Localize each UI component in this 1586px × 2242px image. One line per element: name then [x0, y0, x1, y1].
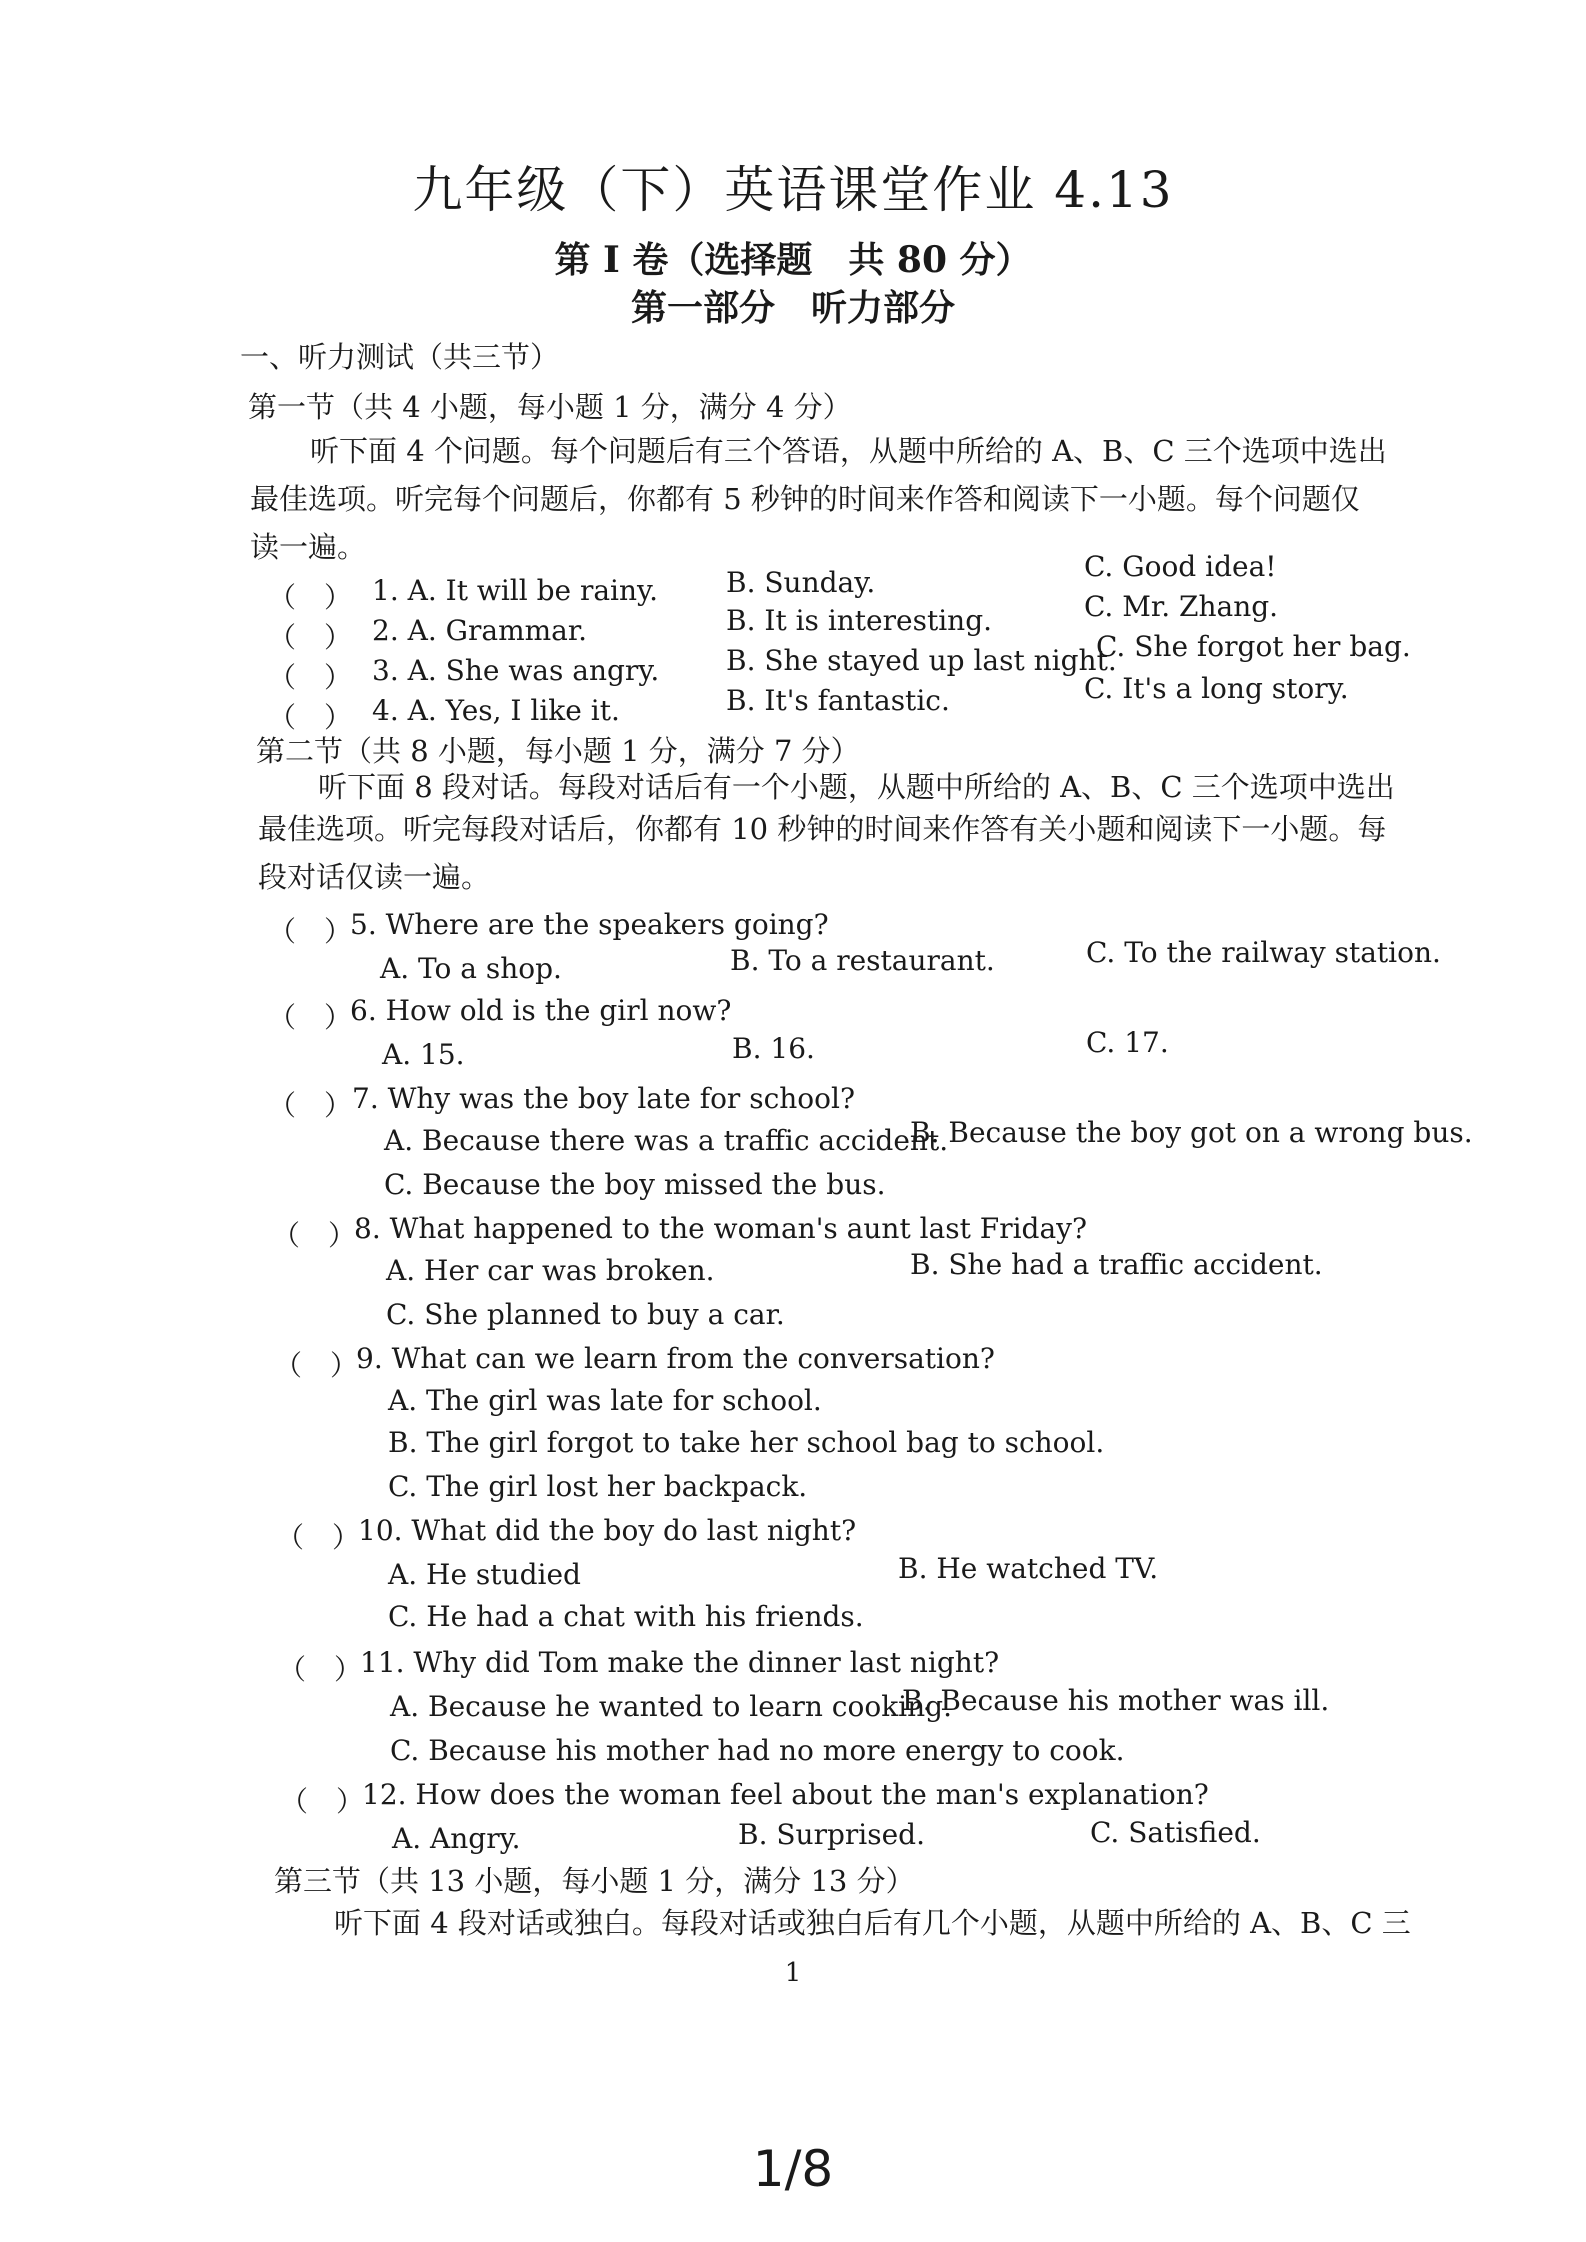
q4-option-a: 4. A. Yes, I like it. — [372, 694, 620, 727]
answer-blank[interactable]: （ ） — [268, 661, 353, 694]
q7-option-a: A. Because there was a traffic accident. — [384, 1124, 949, 1157]
q5-option-c: C. To the railway station. — [1086, 936, 1441, 969]
q6-option-b: B. 16. — [732, 1032, 815, 1065]
section-heading-main: 一、听力测试（共三节） — [240, 340, 560, 374]
sec2-instruction-line2: 最佳选项。听完每段对话后，你都有 10 秒钟的时间来作答有关小题和阅读下一小题。每 — [258, 812, 1387, 846]
sec2-heading: 第二节（共 8 小题，每小题 1 分，满分 7 分） — [256, 734, 860, 768]
q2-option-a: 2. A. Grammar. — [372, 614, 588, 647]
answer-blank[interactable]: （ ） — [272, 1219, 357, 1252]
answer-blank[interactable]: （ ） — [280, 1785, 365, 1818]
q5-question: 5. Where are the speakers going? — [350, 908, 829, 941]
q5-option-b: B. To a restaurant. — [730, 944, 995, 977]
sec3-heading: 第三节（共 13 小题，每小题 1 分，满分 13 分） — [274, 1864, 915, 1898]
page-number: 1 — [784, 1958, 802, 1988]
q8-option-c: C. She planned to buy a car. — [386, 1298, 785, 1331]
q11-option-a: A. Because he wanted to learn cooking. — [390, 1690, 952, 1723]
q11-option-c: C. Because his mother had no more energy to cook. — [390, 1734, 1125, 1767]
q10-option-b: B. He watched TV. — [898, 1552, 1159, 1585]
answer-blank[interactable]: （ ） — [268, 915, 353, 948]
doc-title: 九年级（下）英语课堂作业 4.13 — [412, 161, 1174, 219]
q11-option-b: B. Because his mother was ill. — [902, 1684, 1330, 1717]
sec1-instruction-line1: 听下面 4 个问题。每个问题后有三个答语，从题中所给的 A、B、C 三个选项中选出 — [310, 434, 1387, 468]
q3-option-b: B. She stayed up last night. — [726, 644, 1117, 677]
q3-option-c: C. She forgot her bag. — [1096, 630, 1411, 663]
q5-option-a: A. To a shop. — [380, 952, 562, 985]
q9-option-a: A. The girl was late for school. — [388, 1384, 822, 1417]
answer-blank[interactable]: （ ） — [268, 581, 353, 614]
q6-question: 6. How old is the girl now? — [350, 994, 732, 1027]
q9-question: 9. What can we learn from the conversation? — [356, 1342, 995, 1375]
q9-option-c: C. The girl lost her backpack. — [388, 1470, 808, 1503]
sec2-instruction-line3: 段对话仅读一遍。 — [258, 860, 491, 894]
answer-blank[interactable]: （ ） — [268, 1089, 353, 1122]
volume-heading: 第 I 卷（选择题 共 80 分） — [554, 239, 1032, 281]
q7-option-c: C. Because the boy missed the bus. — [384, 1168, 886, 1201]
q11-question: 11. Why did Tom make the dinner last night? — [360, 1646, 1000, 1679]
sec1-heading: 第一节（共 4 小题，每小题 1 分，满分 4 分） — [248, 390, 852, 424]
sec1-instruction-line3: 读一遍。 — [250, 530, 367, 564]
q8-option-a: A. Her car was broken. — [386, 1254, 715, 1287]
q3-option-a: 3. A. She was angry. — [372, 654, 660, 687]
q8-option-b: B. She had a traffic accident. — [910, 1248, 1323, 1281]
q2-option-b: B. It is interesting. — [726, 604, 993, 637]
q12-question: 12. How does the woman feel about the man's explanation? — [362, 1778, 1209, 1811]
q9-option-b: B. The girl forgot to take her school bag to school. — [388, 1426, 1105, 1459]
q2-option-c: C. Mr. Zhang. — [1084, 590, 1279, 623]
q7-option-b: B. Because the boy got on a wrong bus. — [910, 1116, 1473, 1149]
q1-option-b: B. Sunday. — [726, 566, 876, 599]
q1-option-a: 1. A. It will be rainy. — [372, 574, 659, 607]
page-indicator: 1/8 — [752, 2140, 834, 2198]
sec3-instruction-line1: 听下面 4 段对话或独白。每段对话或独白后有几个小题，从题中所给的 A、B、C 三 — [334, 1906, 1411, 1940]
part-heading: 第一部分 听力部分 — [630, 287, 955, 329]
q6-option-a: A. 15. — [382, 1038, 465, 1071]
answer-blank[interactable]: （ ） — [274, 1349, 359, 1382]
q12-option-b: B. Surprised. — [738, 1818, 926, 1851]
q4-option-c: C. It's a long story. — [1084, 672, 1349, 705]
sec2-instruction-line1: 听下面 8 段对话。每段对话后有一个小题，从题中所给的 A、B、C 三个选项中选出 — [318, 770, 1395, 804]
q12-option-c: C. Satisfied. — [1090, 1816, 1261, 1849]
sec1-instruction-line2: 最佳选项。听完每个问题后，你都有 5 秒钟的时间来作答和阅读下一小题。每个问题仅 — [250, 482, 1360, 516]
answer-blank[interactable]: （ ） — [268, 701, 353, 734]
answer-blank[interactable]: （ ） — [276, 1521, 361, 1554]
q10-question: 10. What did the boy do last night? — [358, 1514, 857, 1547]
answer-blank[interactable]: （ ） — [278, 1653, 363, 1686]
q8-question: 8. What happened to the woman's aunt last Friday? — [354, 1212, 1087, 1245]
q6-option-c: C. 17. — [1086, 1026, 1169, 1059]
q10-option-c: C. He had a chat with his friends. — [388, 1600, 864, 1633]
q10-option-a: A. He studied — [388, 1558, 581, 1591]
answer-blank[interactable]: （ ） — [268, 1001, 353, 1034]
q4-option-b: B. It's fantastic. — [726, 684, 950, 717]
q1-option-c: C. Good idea! — [1084, 550, 1277, 583]
answer-blank[interactable]: （ ） — [268, 621, 353, 654]
q12-option-a: A. Angry. — [392, 1822, 521, 1855]
q7-question: 7. Why was the boy late for school? — [352, 1082, 855, 1115]
